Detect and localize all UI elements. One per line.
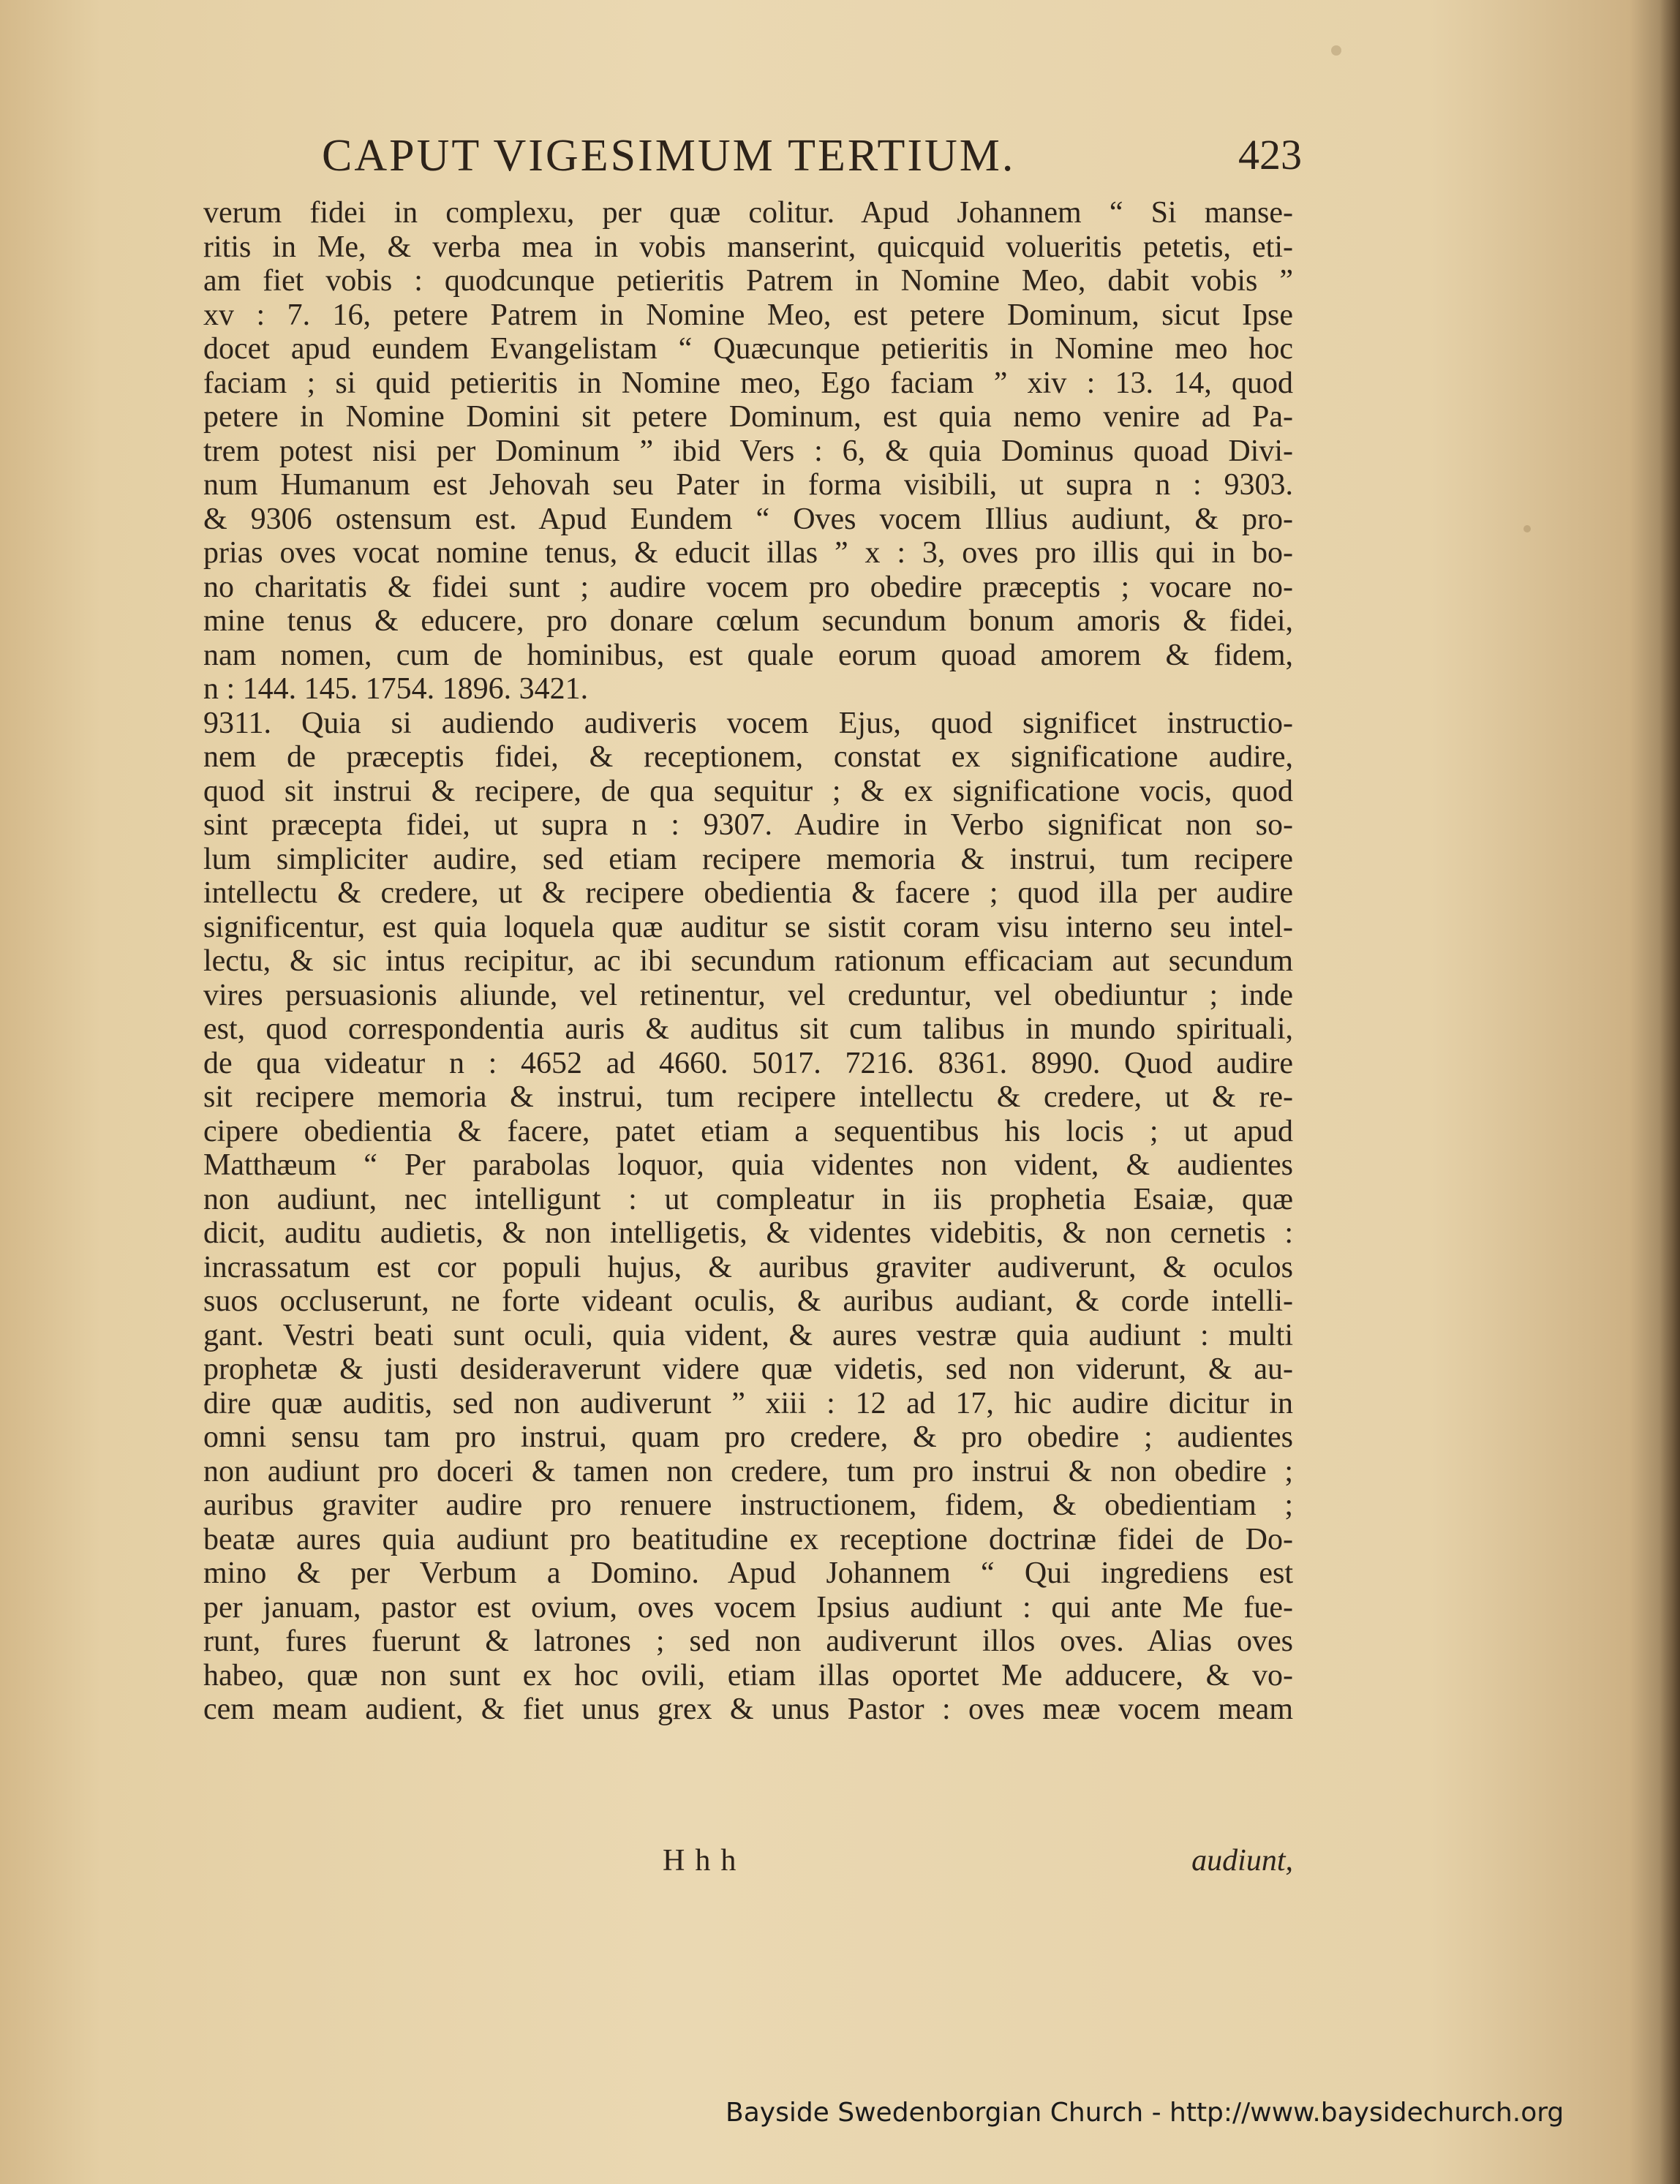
text-line: significentur, est quia loquela quæ auditur se sistit coram visu interno seu intel-: [203, 910, 1293, 944]
text-line: mino & per Verbum a Domino. Apud Johannem “ Qui ingrediens est: [203, 1556, 1293, 1590]
chapter-title: CAPUT VIGESIMUM TERTIUM.: [322, 131, 1016, 181]
running-head: [322, 130, 1302, 196]
text-line: prophetæ & justi desideraverunt videre quæ videtis, sed non viderunt, & au-: [203, 1352, 1293, 1386]
text-line: nam nomen, cum de hominibus, est quale eorum quoad amorem & fidem,: [203, 638, 1293, 672]
text-line: n : 144. 145. 1754. 1896. 3421.: [203, 672, 589, 706]
signature-mark: Hhh: [663, 1844, 747, 1878]
foxing-spot: [1331, 45, 1341, 56]
text-line: habeo, quæ non sunt ex hoc ovili, etiam illas oportet Me adducere, & vo-: [203, 1658, 1293, 1692]
text-line: non audiunt, nec intelligunt : ut compleatur in iis prophetia Esaiæ, quæ: [203, 1182, 1293, 1216]
text-line: quod sit instrui & recipere, de qua sequitur ; & ex significatione vocis, quod: [203, 774, 1293, 808]
text-line: omni sensu tam pro instrui, quam pro credere, & pro obedire ; audientes: [203, 1420, 1293, 1454]
text-line: lum simpliciter audire, sed etiam recipere memoria & instrui, tum recipere: [203, 842, 1293, 876]
page-footer: [203, 1843, 1293, 1880]
text-line: & 9306 ostensum est. Apud Eundem “ Oves vocem Illius audiunt, & pro-: [203, 502, 1293, 536]
text-line: Matthæum “ Per parabolas loquor, quia videntes non vident, & audientes: [203, 1148, 1293, 1182]
text-line: non audiunt pro doceri & tamen non credere, tum pro instrui & non obedire ;: [203, 1454, 1293, 1488]
text-line: ritis in Me, & verba mea in vobis manserint, quicquid volueritis petetis, eti-: [203, 230, 1293, 264]
text-line: incrassatum est cor populi hujus, & auribus graviter audiverunt, & oculos: [203, 1250, 1293, 1284]
text-line: suos occluserunt, ne forte videant oculis, & auribus audiant, & corde intelli-: [203, 1284, 1293, 1318]
text-line: est, quod correspondentia auris & auditus sit cum talibus in mundo spirituali,: [203, 1012, 1293, 1046]
page-number: 423: [1238, 131, 1302, 178]
text-line: verum fidei in complexu, per quæ colitur. Apud Johannem “ Si manse-: [203, 196, 1293, 230]
catchword: audiunt,: [1191, 1844, 1293, 1878]
text-line: sit recipere memoria & instrui, tum recipere intellectu & credere, ut & re-: [203, 1080, 1293, 1114]
page-edge-shadow: [1660, 0, 1680, 2184]
text-line: gant. Vestri beati sunt oculi, quia vident, & aures vestræ quia audiunt : multi: [203, 1318, 1293, 1352]
paragraph-start-line: 9311. Quia si audiendo audiveris vocem Ejus, quod significet instructio-: [203, 706, 1293, 740]
text-line: runt, fures fuerunt & latrones ; sed non audiverunt illos oves. Alias oves: [203, 1624, 1293, 1658]
text-line: dire quæ auditis, sed non audiverunt ” xiii : 12 ad 17, hic audire dicitur in: [203, 1386, 1293, 1420]
text-line: prias oves vocat nomine tenus, & educit illas ” x : 3, oves pro illis qui in bo-: [203, 536, 1293, 570]
body-text: [203, 196, 1293, 1727]
text-line: lectu, & sic intus recipitur, ac ibi secundum rationum efficaciam aut secundum: [203, 944, 1293, 978]
text-line: no charitatis & fidei sunt ; audire vocem pro obedire præceptis ; vocare no-: [203, 570, 1293, 604]
text-line: num Humanum est Jehovah seu Pater in forma visibili, ut supra n : 9303.: [203, 468, 1293, 502]
source-watermark: Bayside Swedenborgian Church - http://www.baysidechurch.org: [726, 2098, 1564, 2128]
text-line: intellectu & credere, ut & recipere obedientia & facere ; quod illa per audire: [203, 876, 1293, 910]
text-line: beatæ aures quia audiunt pro beatitudine ex receptione doctrinæ fidei de Do-: [203, 1522, 1293, 1556]
foxing-spot: [1523, 525, 1531, 532]
text-line: docet apud eundem Evangelistam “ Quæcunque petieritis in Nomine meo hoc: [203, 332, 1293, 366]
text-line: faciam ; si quid petieritis in Nomine meo, Ego faciam ” xiv : 13. 14, quod: [203, 366, 1293, 400]
text-line: cem meam audient, & fiet unus grex & unus Pastor : oves meæ vocem meam: [203, 1692, 1293, 1726]
text-line: trem potest nisi per Dominum ” ibid Vers : 6, & quia Dominus quoad Divi-: [203, 434, 1293, 468]
text-line: auribus graviter audire pro renuere instructionem, fidem, & obedientiam ;: [203, 1488, 1293, 1522]
text-line: de qua videatur n : 4652 ad 4660. 5017. 7216. 8361. 8990. Quod audire: [203, 1046, 1293, 1080]
text-line: nem de præceptis fidei, & receptionem, constat ex significatione audire,: [203, 740, 1293, 774]
text-line: petere in Nomine Domini sit petere Dominum, est quia nemo venire ad Pa-: [203, 400, 1293, 434]
text-line: am fiet vobis : quodcunque petieritis Patrem in Nomine Meo, dabit vobis ”: [203, 264, 1293, 298]
text-line: sint præcepta fidei, ut supra n : 9307. Audire in Verbo significat non so-: [203, 808, 1293, 842]
text-line: cipere obedientia & facere, patet etiam a sequentibus his locis ; ut apud: [203, 1114, 1293, 1148]
text-line: mine tenus & educere, pro donare cœlum secundum bonum amoris & fidei,: [203, 604, 1293, 638]
text-line: vires persuasionis aliunde, vel retinentur, vel creduntur, vel obediuntur ; inde: [203, 978, 1293, 1012]
text-line: xv : 7. 16, petere Patrem in Nomine Meo, est petere Dominum, sicut Ipse: [203, 298, 1293, 332]
text-line: dicit, auditu audietis, & non intelligetis, & videntes videbitis, & non cernetis :: [203, 1216, 1293, 1250]
text-line: per januam, pastor est ovium, oves vocem Ipsius audiunt : qui ante Me fue-: [203, 1590, 1293, 1624]
